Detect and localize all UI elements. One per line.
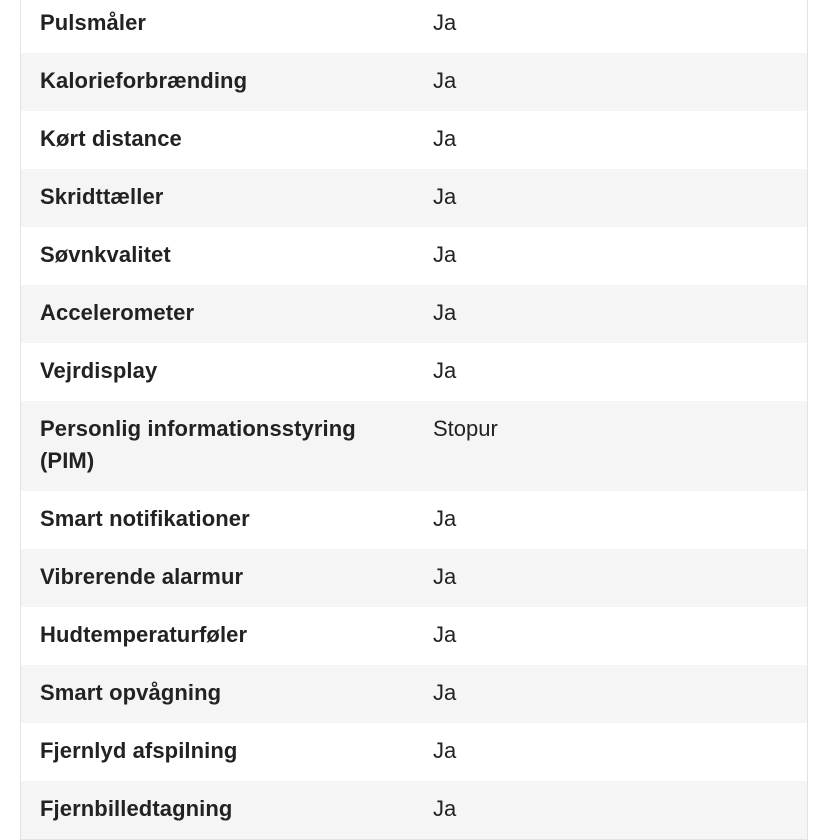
table-row <box>21 491 807 549</box>
spec-label: Kørt distance <box>40 126 182 151</box>
spec-value: Ja <box>433 242 457 267</box>
table-row <box>21 227 807 285</box>
table-row <box>21 285 807 343</box>
table-row <box>21 781 807 839</box>
table-row <box>21 665 807 723</box>
spec-label: Skridttæller <box>40 184 164 209</box>
spec-label: Kalorieforbrænding <box>40 68 248 93</box>
spec-label: Personlig informationsstyring (PIM) <box>40 416 356 473</box>
spec-value: Ja <box>433 358 457 383</box>
table-row <box>21 607 807 665</box>
spec-label: Smart opvågning <box>40 680 222 705</box>
table-row <box>21 53 807 111</box>
spec-value: Ja <box>433 10 457 35</box>
spec-value: Ja <box>433 126 457 151</box>
spec-value: Ja <box>433 680 457 705</box>
spec-label: Smart notifikationer <box>40 506 250 531</box>
spec-label: Vejrdisplay <box>40 358 158 383</box>
spec-label: Pulsmåler <box>40 10 147 35</box>
table-row <box>21 723 807 781</box>
spec-label: Accelerometer <box>40 300 195 325</box>
spec-value: Stopur <box>433 416 498 441</box>
spec-table <box>20 0 808 840</box>
spec-value: Ja <box>433 564 457 589</box>
table-row <box>21 0 807 53</box>
spec-value: Ja <box>433 622 457 647</box>
spec-value: Ja <box>433 506 457 531</box>
table-row <box>21 401 807 491</box>
spec-label: Fjernbilledtagning <box>40 796 233 821</box>
spec-label: Søvnkvalitet <box>40 242 171 267</box>
spec-value: Ja <box>433 184 457 209</box>
table-row <box>21 343 807 401</box>
spec-label: Hudtemperaturføler <box>40 622 248 647</box>
spec-value: Ja <box>433 738 457 763</box>
spec-value: Ja <box>433 796 457 821</box>
table-row <box>21 111 807 169</box>
table-row <box>21 169 807 227</box>
table-row <box>21 549 807 607</box>
spec-label: Vibrerende alarmur <box>40 564 244 589</box>
spec-value: Ja <box>433 68 457 93</box>
spec-value: Ja <box>433 300 457 325</box>
spec-label: Fjernlyd afspilning <box>40 738 238 763</box>
